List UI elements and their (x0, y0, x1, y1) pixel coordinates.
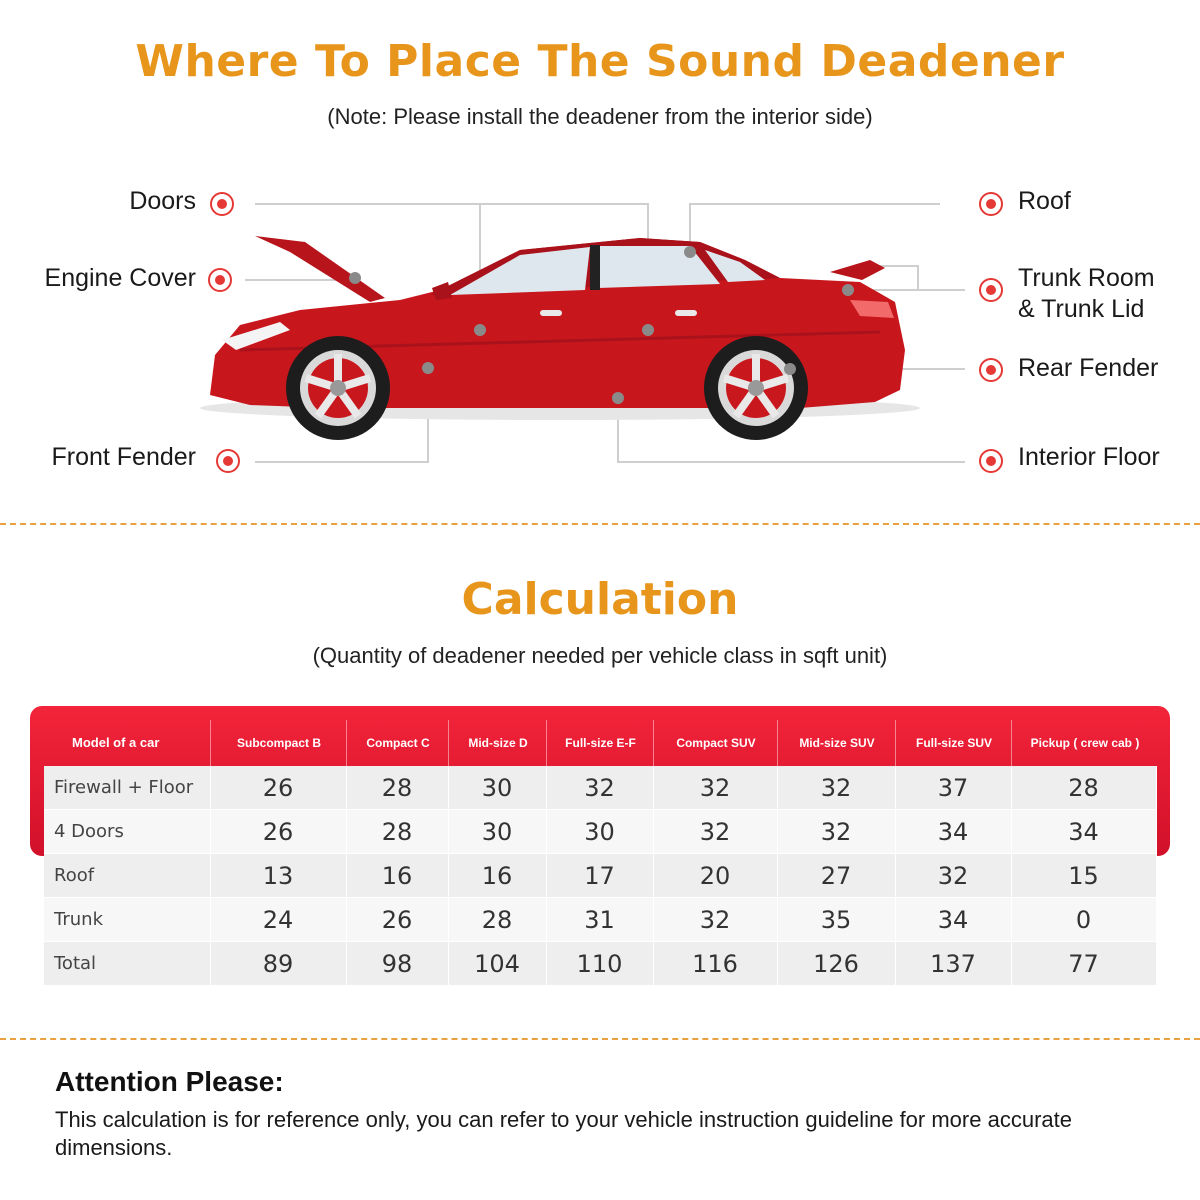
table-cell: 30 (448, 810, 546, 854)
table-cell: 27 (777, 854, 895, 898)
label-interior-floor: Interior Floor (1018, 443, 1160, 471)
table-cell: 26 (210, 810, 346, 854)
table-cell: 15 (1011, 854, 1156, 898)
table-cell: 28 (1011, 766, 1156, 810)
column-header: Pickup ( crew cab ) (1011, 720, 1158, 766)
calculation-title: Calculation (461, 574, 739, 625)
row-label: Total (44, 942, 210, 986)
column-header: Model of a car (72, 735, 160, 750)
table-cell: 31 (546, 898, 653, 942)
column-header: Mid-size SUV (777, 720, 896, 766)
table-cell: 77 (1011, 942, 1156, 986)
row-label: Trunk (44, 898, 210, 942)
table-cell: 28 (346, 766, 448, 810)
table-cell: 32 (653, 810, 777, 854)
rear-fender-marker-icon (979, 358, 1003, 382)
table-row (44, 854, 1156, 898)
section-divider-top (0, 523, 1200, 525)
table-cell: 110 (546, 942, 653, 986)
table-row (44, 942, 1156, 986)
table-cell: 34 (895, 810, 1011, 854)
attention-heading: Attention Please: (55, 1066, 284, 1097)
data-table (44, 766, 1157, 986)
front-fender-marker-icon (216, 449, 240, 473)
label-engine-cover: Engine Cover (44, 264, 196, 292)
interior-floor-marker-icon (979, 449, 1003, 473)
table-cell: 104 (448, 942, 546, 986)
label-rear-fender: Rear Fender (1018, 354, 1159, 382)
roof-marker-icon (979, 192, 1003, 216)
label-trunk: Trunk Room & Trunk Lid (1018, 264, 1155, 323)
table-cell: 137 (895, 942, 1011, 986)
column-header: Subcompact B (210, 720, 347, 766)
table-cell: 30 (546, 810, 653, 854)
table-cell: 116 (653, 942, 777, 986)
table-cell: 32 (777, 810, 895, 854)
car-diagram (0, 150, 1200, 510)
engine-cover-marker-icon (208, 268, 232, 292)
table-cell: 89 (210, 942, 346, 986)
column-header: Full-size E-F (546, 720, 654, 766)
column-header: Full-size SUV (895, 720, 1012, 766)
table-cell: 30 (448, 766, 546, 810)
label-doors: Doors (129, 187, 196, 215)
table-cell: 34 (1011, 810, 1156, 854)
calculation-subtitle: (Quantity of deadener needed per vehicle class in sqft unit) (312, 643, 888, 668)
trunk-marker-icon (979, 278, 1003, 302)
table-cell: 17 (546, 854, 653, 898)
table-cell: 26 (210, 766, 346, 810)
table-cell: 34 (895, 898, 1011, 942)
column-header: Compact C (346, 720, 449, 766)
calculation-table (30, 706, 1170, 981)
table-cell: 32 (777, 766, 895, 810)
table-cell: 32 (895, 854, 1011, 898)
table-cell: 126 (777, 942, 895, 986)
table-cell: 13 (210, 854, 346, 898)
column-header: Mid-size D (448, 720, 547, 766)
table-header-row (30, 720, 1170, 766)
table-row (44, 766, 1156, 810)
section-divider-bottom (0, 1038, 1200, 1040)
table-cell: 35 (777, 898, 895, 942)
table-cell: 28 (346, 810, 448, 854)
table-cell: 16 (346, 854, 448, 898)
table-cell: 32 (546, 766, 653, 810)
row-label: Firewall + Floor (44, 766, 210, 810)
table-row (44, 810, 1156, 854)
table-cell: 24 (210, 898, 346, 942)
table-cell: 32 (653, 766, 777, 810)
table-cell: 26 (346, 898, 448, 942)
table-cell: 98 (346, 942, 448, 986)
table-cell: 16 (448, 854, 546, 898)
label-roof: Roof (1018, 187, 1071, 215)
table-cell: 20 (653, 854, 777, 898)
table-cell: 28 (448, 898, 546, 942)
install-note: (Note: Please install the deadener from the interior side) (327, 104, 873, 129)
attention-body: This calculation is for reference only, you can refer to your vehicle instruction guideline for more accurate dimensions. (55, 1107, 1072, 1160)
label-front-fender: Front Fender (51, 443, 196, 471)
row-label: Roof (44, 854, 210, 898)
table-cell: 0 (1011, 898, 1156, 942)
table-cell: 32 (653, 898, 777, 942)
row-label: 4 Doors (44, 810, 210, 854)
table-row (44, 898, 1156, 942)
doors-marker-icon (210, 192, 234, 216)
table-cell: 37 (895, 766, 1011, 810)
column-header: Compact SUV (653, 720, 778, 766)
page-title: Where To Place The Sound Deadener (135, 36, 1065, 87)
